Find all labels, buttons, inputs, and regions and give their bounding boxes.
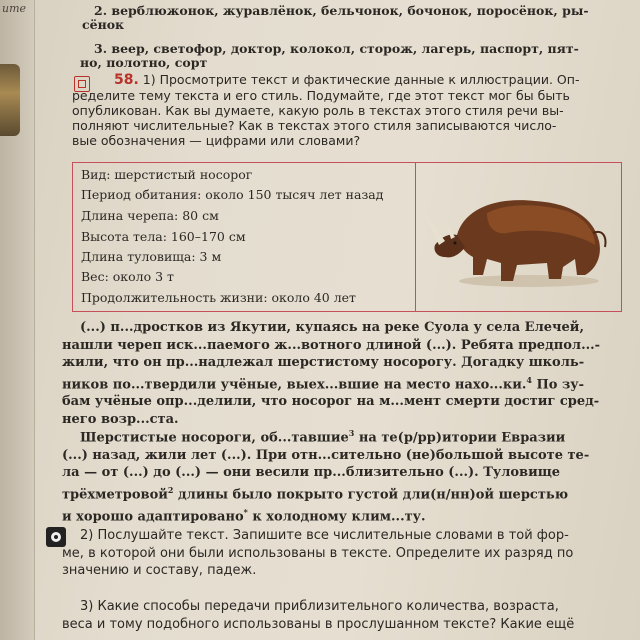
facts-column [73, 163, 416, 311]
fact-body-length: Длина туловища: 3 м [81, 249, 222, 264]
p2-line-2: (...) назад, жили лет (...). При отн...сительно (не)большой высоте те- [62, 447, 590, 463]
margin-illustration [0, 64, 20, 136]
task-number: 58. [114, 72, 139, 88]
exercise-3-line-1: 3. веер, светофор, доктор, колокол, сторож, лагерь, паспорт, пят- [94, 41, 579, 56]
task-58-line-3: опубликован. Как вы думаете, какую роль в текстах этого стиля речи вы- [72, 103, 564, 118]
task3-line-2: веса и тому подобного использованы в прослушанном тексте? Какие ещё [62, 616, 575, 632]
fact-lifespan: Продолжительность жизни: около 40 лет [81, 290, 356, 305]
fact-height: Высота тела: 160–170 см [81, 229, 246, 244]
task-58-line-4: полняют числительные? Как в текстах этого стиля записываются число- [72, 118, 557, 133]
exercise-list [72, 4, 632, 70]
facing-page-edge [0, 0, 35, 640]
p2-line-4: трёхметровой$^2$ длины было покрыто густой дли(н/нн)ой шерстью [62, 484, 569, 503]
task2-line-3: значению и составу, падеж. [62, 563, 257, 578]
p2-line-3: ла — от (...) до (...) — они весили пр...близительно (...). Туловище [62, 465, 561, 481]
p2-line-5: и хорошо адаптировано* к холодному клим...ту. [62, 506, 426, 524]
task-58-part-2 [62, 527, 622, 580]
task-58-line-2: ределите тему текста и его стиль. Подумайте, где этот текст мог бы быть [72, 88, 570, 103]
p1-line-4: ников по...твердили учёные, выех...вшие на место нахо...ки.$^4$ По зу- [62, 374, 584, 392]
task-58-part-3 [62, 598, 622, 633]
p2-line-1: Шерстистые носороги, об...тавшие$^3$ на те(р/рр)итории Евразии [80, 428, 566, 446]
exercise-3-line-2: но, полотно, сорт [80, 55, 208, 70]
p1-line-5: бам учёные опр...делили, что носорог на м...мент смерти достиг сред- [62, 394, 600, 410]
p1-line-2: нашли череп иск...паемого ж...вотного длиной (...). Ребята предпол...- [62, 337, 601, 353]
task2-line-2: ме, в которой они были использованы в тексте. Определите их разряд по [62, 545, 574, 561]
task3-line-1: 3) Какие способы передачи приблизительного количества, возраста, [80, 599, 559, 614]
rhino-illustration [417, 163, 621, 311]
task-58 [72, 72, 624, 148]
passage-paragraph-1 [62, 319, 622, 428]
exercise-2-line-2: сёнок [82, 17, 125, 32]
p1-line-1: (...) п...дростков из Якутии, купаясь на реке Суола у села Елечей, [80, 320, 584, 335]
margin-word: ите [2, 2, 27, 15]
fact-period: Период обитания: около 150 тысяч лет назад [81, 187, 384, 202]
p1-line-6: него возр...ста. [62, 411, 179, 427]
fact-skull-length: Длина черепа: 80 см [81, 208, 219, 223]
task-58-line-1: 1) Просмотрите текст и фактические данные к иллюстрации. Оп- [142, 72, 580, 87]
facts-table [72, 162, 622, 312]
fact-species: Вид: шерстистый носорог [81, 167, 253, 182]
task-58-line-5: вые обозначения — цифрами или словами? [72, 133, 361, 148]
exercise-2-line-1: 2. верблюжонок, журавлёнок, бельчонок, бочонок, поросёнок, ры- [94, 3, 589, 18]
task2-line-1: 2) Послушайте текст. Запишите все числительные словами в той фор- [80, 528, 569, 543]
woolly-rhino-icon [417, 163, 621, 311]
passage-paragraph-2 [62, 425, 622, 525]
p1-line-3: жили, что он пр...надлежал шерстистому носорогу. Догадку школь- [62, 355, 585, 370]
fact-weight: Вес: около 3 т [81, 269, 174, 284]
